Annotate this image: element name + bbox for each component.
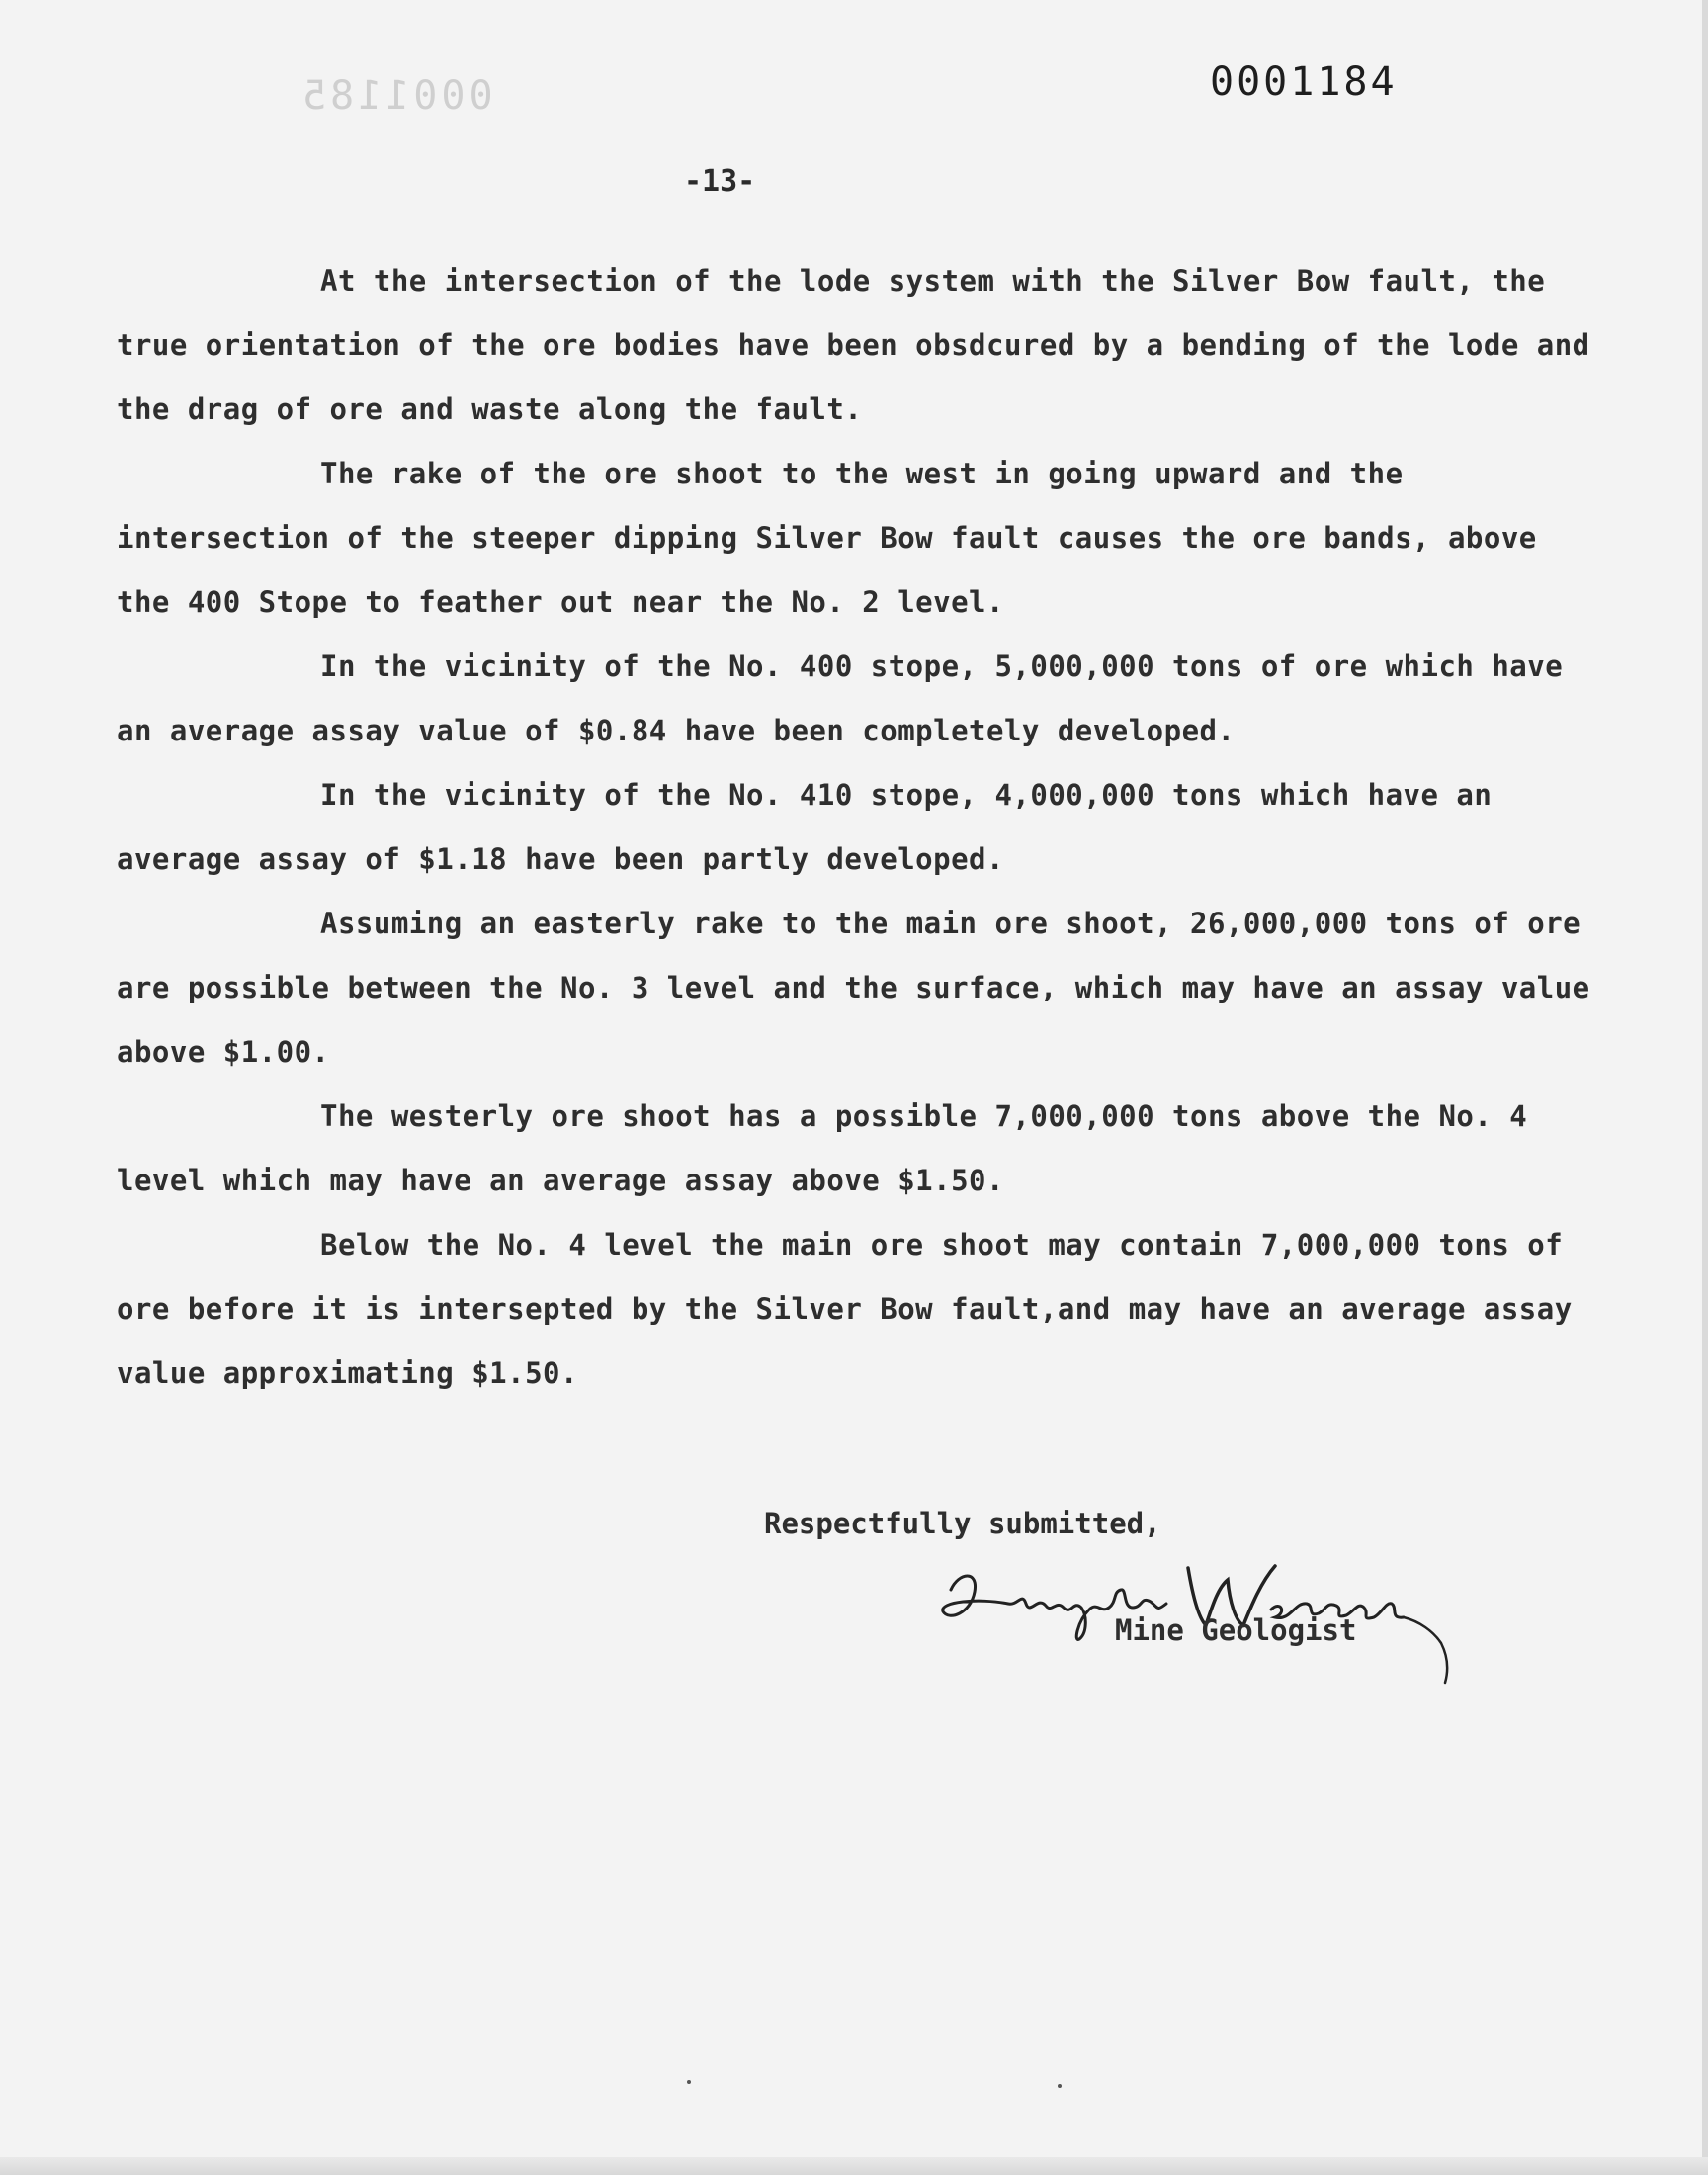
paragraph: In the vicinity of the No. 410 stope, 4,000,000 tons which have an average assay of $1.18 have been partly developed. bbox=[117, 778, 1493, 876]
paragraph: Below the No. 4 level the main ore shoot may contain 7,000,000 tons of ore before it is intersepted by the Silver Bow fault,and may have an average assay value approximating $1.50. bbox=[117, 1228, 1573, 1390]
page-number: -13- bbox=[684, 164, 756, 199]
paragraph: The westerly ore shoot has a possible 7,000,000 tons above the No. 4 level which may have an average assay above $1.50. bbox=[117, 1099, 1528, 1197]
paper-speck bbox=[687, 2080, 691, 2084]
bleed-through-number: 0001185 bbox=[299, 73, 493, 119]
paragraph: At the intersection of the lode system with the Silver Bow fault, the true orientation of the ore bodies have been obsdcured by a bending of the lode and the drag of ore and waste along the fault. bbox=[117, 264, 1590, 426]
closing-salutation: Respectfully submitted, bbox=[764, 1507, 1161, 1540]
scan-edge-bottom bbox=[0, 2157, 1708, 2175]
scan-edge-right bbox=[1702, 0, 1708, 2175]
signatory-title: Mine Geologist bbox=[1115, 1613, 1357, 1647]
paragraph: The rake of the ore shoot to the west in going upward and the intersection of the steeper dipping Silver Bow fault causes the ore bands, above the 400 Stope to feather out near the No. 2 level. bbox=[117, 457, 1537, 619]
document-number: 0001184 bbox=[1210, 59, 1398, 105]
paragraph: Assuming an easterly rake to the main ore shoot, 26,000,000 tons of ore are possible between the No. 3 level and the surface, which may have an assay value above $1.00. bbox=[117, 907, 1590, 1069]
paragraph: In the vicinity of the No. 400 stope, 5,000,000 tons of ore which have an average assay value of $0.84 have been completely developed. bbox=[117, 650, 1564, 747]
paper-speck bbox=[1058, 2084, 1062, 2088]
report-body bbox=[117, 249, 1599, 1406]
